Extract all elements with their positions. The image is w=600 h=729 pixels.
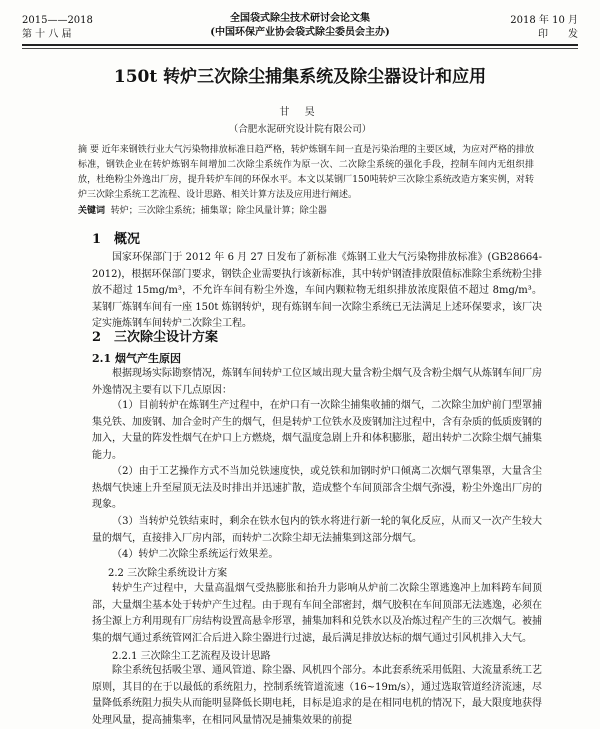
section-2-1-reason-4: （4）转炉二次除尘系统运行效果差。	[112, 549, 279, 560]
header-rule-thin	[22, 48, 578, 49]
section-2-1-reason-1: （1）目前转炉在炼钢生产过程中，在炉口有一次除尘捕集收捕的烟气，二次除尘加炉前门型罩捕集兑铁、加废钢、加合金时产生的烟气，但是转炉工位铁水及废钢加注过程中，含有杂质的低质废钢的加入，大量的阵发性烟气在炉口上方燃烧，烟气温度急剧上升和体积膨胀，超出转炉二次除尘烟气捕集能力。	[92, 400, 542, 461]
header-proceedings-title: 全国袋式除尘技术研讨会论文集	[230, 13, 370, 24]
header-date: 2018 年 10 月	[510, 15, 578, 26]
header-year: 2015——2018	[22, 15, 93, 26]
section-2-2-paragraph: 转炉生产过程中，大量高温烟气受热膨胀和抬升力影响从炉前二次除尘罩逃逸冲上加料跨车间顶部，大量烟尘基本处于转炉产生过程。由于现有车间全部密封，烟气胶积在车间顶部无法逃逸，必须在扬尘源上方利用现有厂房结构设置高悬伞形罩，捕集加料和兑铁水以及冶炼过程产生的三次烟气。被捕集的烟气通过系统管网汇合后进入除尘器进行过滤，最后满足排放达标的烟气通过引风机排入大气。	[92, 583, 542, 644]
author-name: 甘 昊	[279, 107, 321, 118]
header-center	[22, 12, 578, 40]
section-2-1-reason-2: （2）由于工艺操作方式不当加兑铁速度快，或兑铁和加钢时炉口倾离二次烟气罩集罩，大量含尘热烟气快速上升至屋顶无法及时排出并迅速扩散，造成整个车间顶部含尘烟气弥漫，粉尘外逸出厂房的现象。	[92, 466, 542, 510]
keywords-label: 关键词	[78, 206, 106, 216]
header-issue: 第 十 八 届	[22, 29, 72, 40]
section-1-paragraph: 国家环保部门于 2012 年 6 月 27 日发布了新标准《炼钢工业大气污染物排放标准》(GB28664-2012)，根据环保部门要求，钢铁企业需要执行该新标准，其中转炉钢渣排放限值标准除尘系统粉尘排放不超过 15mg/m³，不允许车间有粉尘外逸，车间内颗粒物无组织排放浓度限值不超过 8mg/m³。某钢厂炼钢车间有一座 150t 炼钢转炉，现有炼钢车间一次除尘系统已无法满足上述环保要求，该厂决定实施炼钢车间转炉二次除尘工程。	[92, 252, 542, 329]
author-affiliation: （合肥水泥研究设计院有限公司）	[228, 124, 372, 135]
section-2-1-intro: 根据现场实际勘察情况，炼钢车间转炉工位区域出现大量含粉尘烟气及含粉尘烟气从炼钢车间厂房外逸情况主要有以下几点原因：	[92, 368, 542, 396]
section-2-title: 三次除尘设计方案	[114, 330, 219, 345]
section-1-heading	[92, 228, 140, 247]
section-1-title: 概况	[114, 232, 141, 247]
keywords	[78, 204, 534, 218]
section-1-number: 1	[92, 232, 102, 247]
section-2-2-heading: 2.2 三次除尘系统设计方案	[108, 568, 228, 579]
paper-title: 150t 转炉三次除尘捕集系统及除尘器设计和应用	[113, 67, 487, 87]
header-right	[510, 14, 578, 42]
section-2-heading	[92, 326, 218, 345]
keywords-text: 转炉；三次除尘系统；捕集罩；除尘风量计算；除尘器	[110, 206, 327, 216]
section-2-2-1-paragraph: 除尘系统包括吸尘罩、通风管道、除尘器、风机四个部分。本此套系统采用低阻、大流量系统工艺原则，其目的在于以最低的系统阻力，控制系统管道流速（16~19m/s），通过选取管道经济流速，尽量降低系统阻力损失从而能明显降低长期电耗，目标是追求的是在相同电机的情况下，最大限度地获得处理风量，提高捕集率，在相同风量情况是捕集效果的前提	[92, 665, 542, 726]
header-organizer: (中国环保产业协会袋式除尘委员会主办)	[210, 27, 390, 38]
section-2-1-reason-3: （3）当转炉兑铁结束时，剩余在铁水包内的铁水将进行新一轮的氧化反应，从而又一次产生较大量的烟气，直接排入厂房内部，而转炉二次除尘却无法捕集到这部分烟气。	[92, 516, 542, 544]
section-2-number: 2	[92, 330, 102, 345]
section-2-2-1-heading: 2.2.1 三次除尘工艺流程及设计思路	[112, 651, 271, 662]
section-2-1-heading: 2.1 烟气产生原因	[92, 352, 181, 365]
header-print: 印 发	[538, 29, 578, 40]
abstract: 摘 要 近年来钢铁行业大气污染物排放标准日趋严格，转炉炼钢车间一直是污染治理的主要区域，为应对严格的排放标准，钢铁企业在转炉炼钢车间增加二次除尘系统作为原一次、二次除尘系统的强化手段，控制车间内无组织排放，杜绝粉尘外逸出厂房，提升转炉车间的环保水平。本文以某钢厂150吨转炉三次除尘系统改造方案实例，对转炉三次除尘系统工艺流程、设计思路、相关计算方法及应用进行阐述。	[78, 145, 534, 200]
header-rule	[22, 44, 578, 46]
